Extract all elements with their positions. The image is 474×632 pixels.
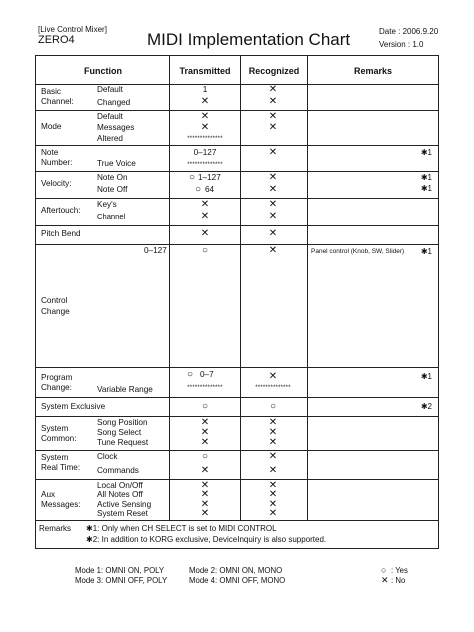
mode-4-text: Mode 4: OMNI OFF, MONO [189,576,286,585]
row-label: System [41,424,69,433]
transmitted-range: 0–7 [200,370,214,379]
no-mark-icon: ✕ [200,437,210,448]
no-mark-icon: ✕ [200,465,210,476]
yes-mark-icon: ○ [201,401,209,412]
document-version: Version : 1.0 [379,40,424,49]
no-mark-icon: ✕ [268,147,278,158]
row-label: Pitch Bend [41,229,81,238]
no-mark-icon: ✕ [268,96,278,107]
column-divider [307,55,308,521]
row-divider [35,450,439,451]
mode-1-text: Mode 1: OMNI ON, POLY [75,566,165,575]
no-mark-icon: ✕ [200,489,210,500]
yes-mark-icon: ○ [186,369,194,380]
row-sublabel: All Notes Off [97,490,143,499]
no-mark-icon: ✕ [268,122,278,133]
row-divider [35,397,439,398]
no-mark-icon: ✕ [268,427,278,438]
chart-subtitle: [Live Control Mixer] [38,25,107,34]
row-sublabel: Changed [97,98,131,107]
remark-note-ref: ✱1 [420,372,432,381]
row-label: Velocity: [41,179,72,188]
row-label: Channel: [41,97,74,106]
row-label: Note [41,148,59,157]
remark-note-ref: ✱1 [420,247,432,256]
row-divider [35,225,439,226]
row-label: Number: [41,158,73,167]
row-label: Basic [41,87,62,96]
document-date: Date : 2006.9.20 [379,27,439,36]
row-sublabel: Note Off [97,185,128,194]
no-mark-icon: ✕ [268,228,278,239]
row-sublabel: Song Position [97,418,148,427]
row-sublabel: Altered [97,134,123,143]
row-divider [35,367,439,368]
no-legend-text: : No [391,576,406,585]
remarks-box-right [438,521,439,548]
no-mark-icon: ✕ [268,199,278,210]
row-label: System [41,453,69,462]
no-mark-icon: ✕ [200,122,210,133]
row-divider [35,84,439,85]
row-sublabel: Clock [97,452,118,461]
row-sublabel: Messages [97,123,135,132]
transmitted-value: 64 [205,185,215,194]
no-mark-icon: ✕ [268,417,278,428]
row-label: Aftertouch: [41,206,81,215]
row-sublabel: System Reset [97,509,148,518]
remark-text: Panel control (Knob, SW, Slider) [311,248,405,255]
no-mark-icon: ✕ [268,245,278,256]
row-label: Change [41,307,70,316]
transmitted-range: 1–127 [198,173,221,182]
row-label: Common: [41,434,77,443]
asterisk-filler: ************** [187,136,223,142]
column-header-transmitted: Transmitted [179,66,231,76]
row-label: Program [41,373,73,382]
row-sublabel: Local On/Off [97,481,143,490]
no-mark-icon: ✕ [268,480,278,491]
no-mark-icon: ✕ [268,172,278,183]
no-mark-icon: ✕ [268,489,278,500]
column-header-function: Function [84,66,122,76]
no-mark-icon: ✕ [200,499,210,510]
no-mark-icon: ✕ [268,451,278,462]
mode-2-text: Mode 2: OMNI ON, MONO [189,566,283,575]
row-sublabel: Active Sensing [97,500,152,509]
no-mark-icon: ✕ [200,199,210,210]
row-sublabel: Default [97,85,123,94]
row-sublabel: Channel [97,212,126,221]
yes-mark-icon: ○ [269,401,277,412]
no-mark-icon: ✕ [200,417,210,428]
no-mark-icon: ✕ [200,480,210,491]
row-sublabel: Commands [97,466,139,475]
page-title: MIDI Implementation Chart [147,30,351,49]
row-sublabel: True Voice [97,159,136,168]
control-number-range: 0–127 [144,246,167,255]
row-label: Mode [41,122,62,131]
row-label: Messages: [41,500,81,509]
row-label: System Exclusive [41,402,106,411]
yes-mark-icon: ○ [201,245,209,256]
footnote-2: ✱2: In addition to KORG exclusive, DeviceInquiry is also supported. [86,535,327,544]
no-mark-icon: ✕ [268,371,278,382]
row-divider [35,171,439,172]
row-divider [35,198,439,199]
mode-3-text: Mode 3: OMNI OFF, POLY [75,576,168,585]
row-sublabel: Variable Range [97,385,153,394]
no-mark-icon: ✕ [200,508,210,519]
no-mark-icon: ✕ [268,465,278,476]
row-sublabel: Note On [97,173,128,182]
row-label: Control [41,296,68,305]
column-header-recognized: Recognized [248,66,300,76]
remark-note-ref: ✱1 [420,184,432,193]
remark-note-ref: ✱1 [420,148,432,157]
no-mark-icon: ✕ [200,427,210,438]
row-sublabel: Song Select [97,428,142,437]
no-mark-icon: ✕ [268,499,278,510]
column-divider [240,55,241,521]
row-sublabel: Key's [97,200,117,209]
row-divider [35,416,439,417]
column-divider [169,55,170,521]
yes-mark-icon: ○ [188,172,196,183]
yes-mark-icon: ○ [194,184,202,195]
row-divider [35,110,439,111]
footnote-1: ✱1: Only when CH SELECT is set to MIDI CONTROL [86,524,277,533]
asterisk-filler: ************** [187,385,223,391]
row-label: Real Time: [41,463,81,472]
no-legend-icon: ✕ [381,575,389,585]
transmitted-value: 1 [202,85,208,94]
row-sublabel: Tune Request [97,438,149,447]
remark-note-ref: ✱2 [420,402,432,411]
remark-note-ref: ✱1 [420,173,432,182]
asterisk-filler: ************** [255,385,291,391]
model-name: ZERO4 [38,34,75,46]
row-divider [35,244,439,245]
no-mark-icon: ✕ [268,437,278,448]
transmitted-range: 0–127 [193,148,217,157]
row-divider [35,145,439,146]
implementation-table [35,55,439,521]
no-mark-icon: ✕ [268,84,278,95]
yes-legend-text: : Yes [391,566,408,575]
column-header-remarks: Remarks [353,66,393,76]
no-mark-icon: ✕ [268,211,278,222]
row-label: Change: [41,383,72,392]
no-mark-icon: ✕ [268,184,278,195]
row-divider [35,479,439,480]
no-mark-icon: ✕ [200,96,210,107]
remarks-box-left [35,521,36,548]
no-mark-icon: ✕ [200,111,210,122]
remarks-box-bottom [35,548,439,549]
no-mark-icon: ✕ [268,111,278,122]
remarks-label: Remarks [39,524,72,533]
no-mark-icon: ✕ [200,228,210,239]
no-mark-icon: ✕ [268,508,278,519]
no-mark-icon: ✕ [200,211,210,222]
asterisk-filler: ************** [187,162,223,168]
yes-legend-icon: ○ [381,565,387,575]
row-sublabel: Default [97,112,123,121]
yes-mark-icon: ○ [201,451,209,462]
row-label: Aux [41,490,56,499]
